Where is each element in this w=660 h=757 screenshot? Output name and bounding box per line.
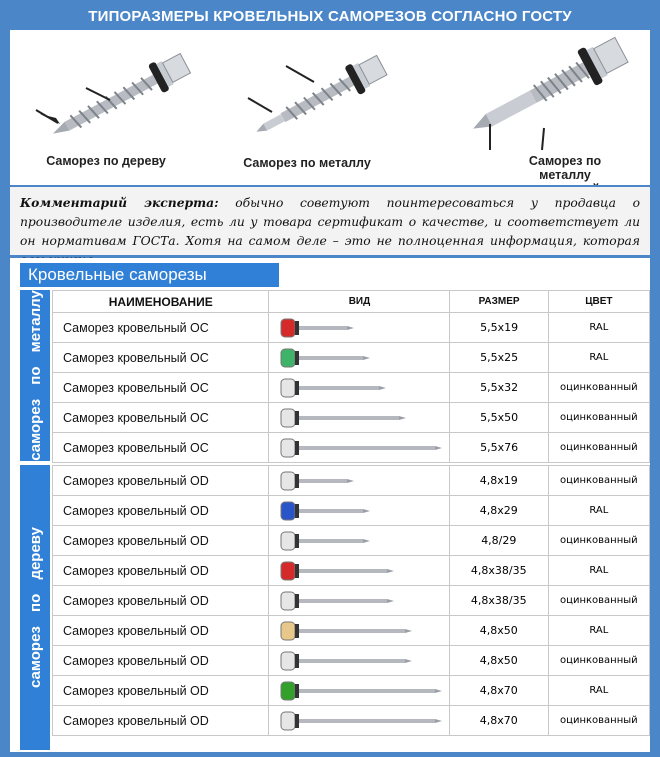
row-view xyxy=(269,313,450,343)
screw-tip xyxy=(363,356,370,360)
screw-image xyxy=(279,618,449,644)
wood-screw-caption: Саморез по дереву xyxy=(46,154,166,168)
screw-image xyxy=(279,588,449,614)
screw-tip xyxy=(387,569,394,573)
table-row xyxy=(53,526,650,556)
screw-washer xyxy=(295,624,299,638)
screw-tip xyxy=(435,719,442,723)
group-label-wood: саморез по дереву xyxy=(20,465,50,750)
wood-screw-table xyxy=(52,465,650,736)
screw-washer xyxy=(295,564,299,578)
reinforced-screw-image xyxy=(442,32,642,152)
screw-cap xyxy=(281,409,295,427)
screw-washer xyxy=(295,441,299,455)
screw-shank xyxy=(299,719,435,723)
row-size: 4,8x38/35 xyxy=(449,586,548,616)
screw-image xyxy=(279,405,449,431)
row-size: 5,5x32 xyxy=(450,373,548,403)
table-row xyxy=(53,586,650,616)
screw-washer xyxy=(295,594,299,608)
screw-tip xyxy=(379,386,386,390)
comment-label: Комментарий эксперта: xyxy=(20,195,219,210)
table-row xyxy=(53,676,650,706)
col-header-view: ВИД xyxy=(269,291,450,313)
screw-washer xyxy=(295,321,299,335)
table-row xyxy=(53,313,650,343)
table-row xyxy=(53,496,650,526)
screw-cap xyxy=(281,712,295,730)
row-color: оцинкованный xyxy=(548,646,649,676)
screw-shank xyxy=(299,356,363,360)
screw-washer xyxy=(295,381,299,395)
row-name: Саморез кровельный OD xyxy=(53,586,269,616)
screw-shank xyxy=(299,509,363,513)
screw-washer xyxy=(295,411,299,425)
screw-washer xyxy=(295,504,299,518)
row-color: оцинкованный xyxy=(548,586,649,616)
screw-tip xyxy=(435,446,442,450)
row-view xyxy=(269,403,450,433)
screw-washer xyxy=(295,684,299,698)
screw-washer xyxy=(295,654,299,668)
screw-shank xyxy=(299,599,387,603)
row-color: оцинкованный xyxy=(548,403,649,433)
screw-cap xyxy=(281,472,295,490)
row-color: RAL xyxy=(548,496,649,526)
screw-shank xyxy=(299,479,347,483)
row-color: RAL xyxy=(548,313,649,343)
screw-tip xyxy=(399,416,406,420)
row-name: Саморез кровельный ОС xyxy=(53,313,269,343)
table-row xyxy=(53,373,650,403)
screw-shank xyxy=(299,689,435,693)
row-view xyxy=(268,676,449,706)
row-size: 4,8x70 xyxy=(449,676,548,706)
screw-tip xyxy=(363,539,370,543)
col-header-color: ЦВЕТ xyxy=(548,291,649,313)
screw-image xyxy=(279,468,449,494)
row-name: Саморез кровельный OD xyxy=(53,556,269,586)
screw-tip xyxy=(435,689,442,693)
group-label-metal: саморез по металлу xyxy=(20,290,50,461)
table-row xyxy=(53,556,650,586)
row-size: 4,8x70 xyxy=(449,706,548,736)
table-row xyxy=(53,646,650,676)
screw-image xyxy=(279,648,449,674)
screw-shank xyxy=(299,539,363,543)
table-row xyxy=(53,466,650,496)
row-name: Саморез кровельный OD xyxy=(53,676,269,706)
screw-image xyxy=(279,315,449,341)
screw-cap xyxy=(281,532,295,550)
screw-image xyxy=(279,678,449,704)
screw-cap xyxy=(281,562,295,580)
screw-washer xyxy=(295,714,299,728)
screw-cap xyxy=(281,439,295,457)
screw-cap xyxy=(281,622,295,640)
row-size: 4,8x29 xyxy=(449,496,548,526)
screw-washer xyxy=(295,534,299,548)
metal-screw-caption: Саморез по металлу xyxy=(243,156,371,170)
screw-shank xyxy=(299,416,399,420)
table-title: Кровельные саморезы xyxy=(20,263,279,287)
screw-shank xyxy=(299,326,347,330)
row-size: 4,8x50 xyxy=(449,616,548,646)
row-name: Саморез кровельный ОС xyxy=(53,403,269,433)
screw-washer xyxy=(295,474,299,488)
screw-image xyxy=(279,375,449,401)
screw-shank xyxy=(299,659,405,663)
screw-tip xyxy=(405,629,412,633)
row-color: оцинкованный xyxy=(548,373,649,403)
row-view xyxy=(268,646,449,676)
row-name: Саморез кровельный OD xyxy=(53,706,269,736)
row-name: Саморез кровельный OD xyxy=(53,616,269,646)
screw-image xyxy=(279,528,449,554)
screw-shank xyxy=(299,629,405,633)
screw-cap xyxy=(281,319,295,337)
screw-image xyxy=(279,435,449,461)
screw-tip xyxy=(347,479,354,483)
screw-cap xyxy=(281,682,295,700)
page-title: ТИПОРАЗМЕРЫ КРОВЕЛЬНЫХ САМОРЕЗОВ СОГЛАСНО ГОСТУ xyxy=(3,3,657,30)
row-view xyxy=(269,433,450,463)
row-color: RAL xyxy=(548,616,649,646)
row-view xyxy=(268,526,449,556)
row-name: Саморез кровельный OD xyxy=(53,496,269,526)
screw-tip xyxy=(405,659,412,663)
row-color: оцинкованный xyxy=(548,466,649,496)
screw-tip xyxy=(347,326,354,330)
screw-image xyxy=(279,708,449,734)
row-size: 4,8/29 xyxy=(449,526,548,556)
row-name: Саморез кровельный ОС xyxy=(53,433,269,463)
row-name: Саморез кровельный ОС xyxy=(53,343,269,373)
row-size: 5,5x19 xyxy=(450,313,548,343)
row-view xyxy=(268,586,449,616)
expert-comment xyxy=(10,185,650,255)
row-name: Саморез кровельный OD xyxy=(53,466,269,496)
screw-tip xyxy=(387,599,394,603)
screw-cap xyxy=(281,502,295,520)
comment-text: обычно советуют поинтересоваться у продавца о производителе изделия, есть ли у товара сертификат о качестве, и соответствует ли он нормативам ГОСТа. Хотя на самом деле – это не полноценная информация, которая xyxy=(20,196,640,248)
screw-figures-panel xyxy=(10,30,650,185)
row-name: Саморез кровельный ОС xyxy=(53,373,269,403)
row-size: 4,8x50 xyxy=(449,646,548,676)
table-row xyxy=(53,403,650,433)
screw-image xyxy=(279,558,449,584)
row-view xyxy=(268,466,449,496)
row-size: 5,5x76 xyxy=(450,433,548,463)
col-header-size: РАЗМЕР xyxy=(450,291,548,313)
row-color: оцинкованный xyxy=(548,526,649,556)
reinforced-screw-caption: Саморез по металлу xyxy=(528,154,602,182)
row-size: 4,8x19 xyxy=(449,466,548,496)
row-size: 4,8x38/35 xyxy=(449,556,548,586)
screw-shank xyxy=(299,386,379,390)
screw-cap xyxy=(281,592,295,610)
metal-screw-image xyxy=(230,38,410,150)
table-row xyxy=(53,706,650,736)
row-size: 5,5x25 xyxy=(450,343,548,373)
screw-cap xyxy=(281,652,295,670)
screw-tip xyxy=(363,509,370,513)
row-view xyxy=(269,373,450,403)
table-row xyxy=(53,433,650,463)
row-view xyxy=(268,706,449,736)
row-name: Саморез кровельный OD xyxy=(53,646,269,676)
row-size: 5,5x50 xyxy=(450,403,548,433)
row-view xyxy=(269,343,450,373)
screw-cap xyxy=(281,379,295,397)
table-row xyxy=(53,616,650,646)
screw-image xyxy=(279,498,449,524)
screw-shank xyxy=(299,446,435,450)
screw-table-section xyxy=(10,258,650,752)
col-header-name: НАИМЕНОВАНИЕ xyxy=(53,291,269,313)
row-view xyxy=(268,496,449,526)
row-color: RAL xyxy=(548,556,649,586)
screw-cap xyxy=(281,349,295,367)
row-view xyxy=(268,556,449,586)
row-name: Саморез кровельный OD xyxy=(53,526,269,556)
screw-image xyxy=(279,345,449,371)
wood-screw-image xyxy=(30,38,210,150)
screw-washer xyxy=(295,351,299,365)
screw-shank xyxy=(299,569,387,573)
row-view xyxy=(268,616,449,646)
row-color: оцинкованный xyxy=(548,433,649,463)
row-color: оцинкованный xyxy=(548,706,649,736)
row-color: RAL xyxy=(548,343,649,373)
table-row xyxy=(53,343,650,373)
metal-screw-table xyxy=(52,290,650,463)
row-color: RAL xyxy=(548,676,649,706)
